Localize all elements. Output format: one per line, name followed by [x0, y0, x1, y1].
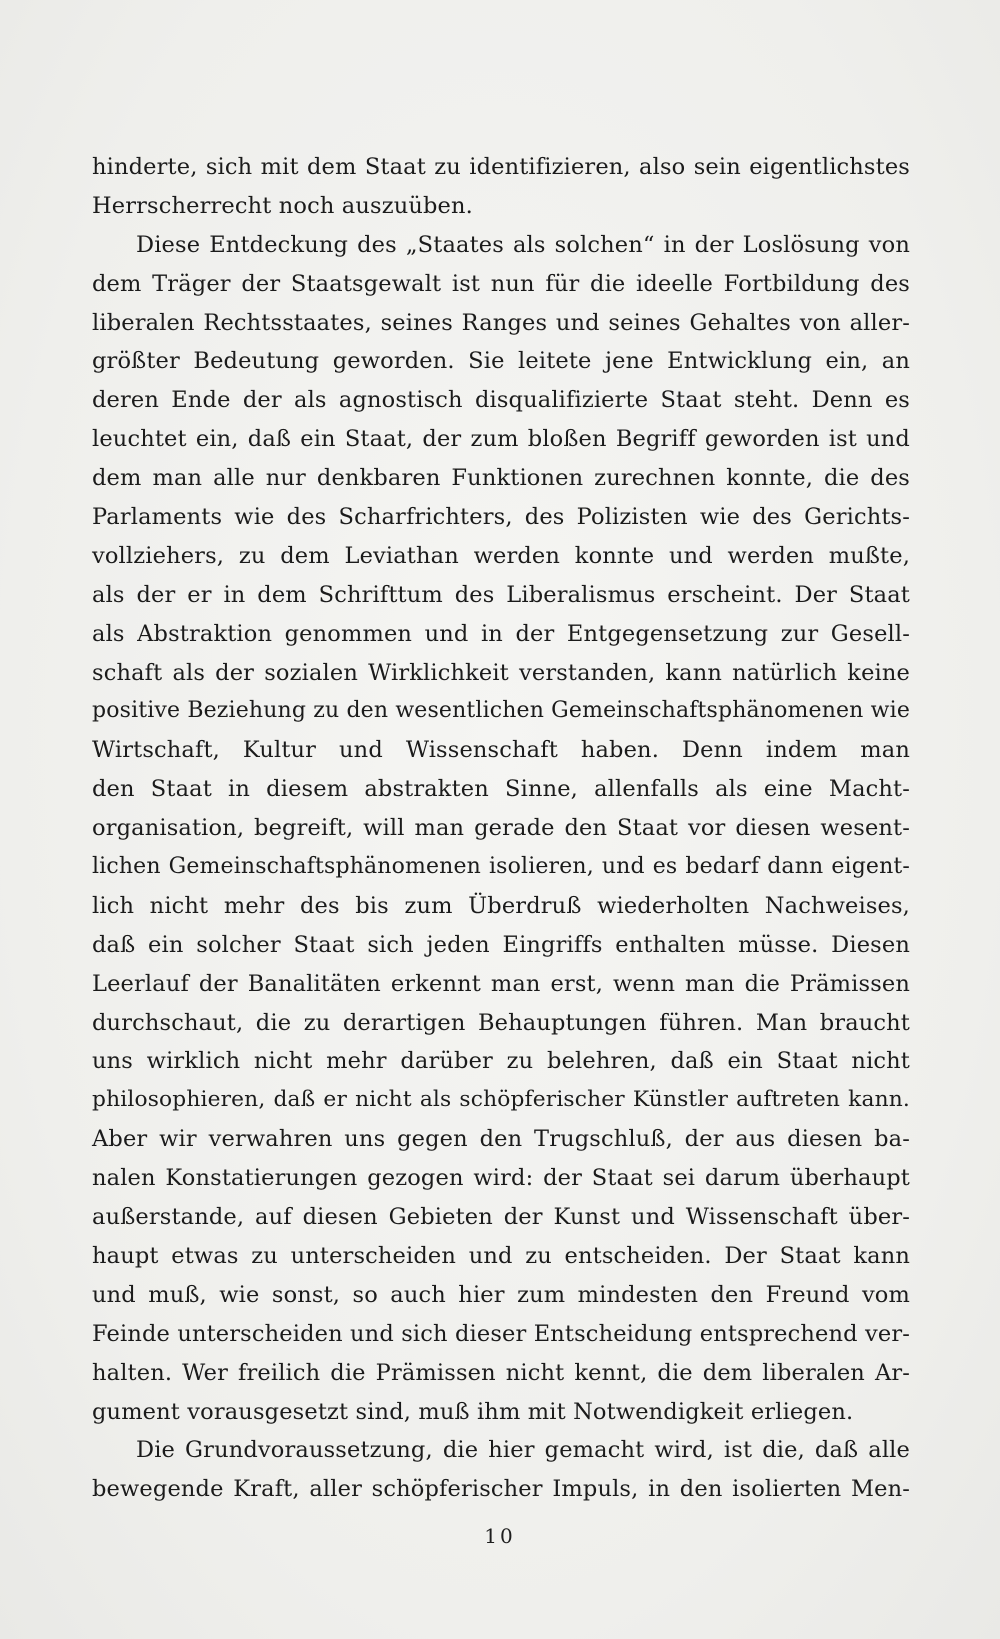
text-line: liberalen Rechtsstaates, seines Ranges und seines Gehaltes von aller- — [92, 309, 910, 336]
page-number: 10 — [484, 1524, 516, 1548]
text-line: uns wirklich nicht mehr darüber zu belehren, daß ein Staat nicht — [92, 1048, 910, 1075]
text-line: organisation, begreift, will man gerade den Staat vor diesen wesent- — [92, 815, 910, 842]
text-line: Die Grundvoraussetzung, die hier gemacht wird, ist die, daß alle — [136, 1437, 910, 1464]
text-line: Parlaments wie des Scharfrichters, des Polizisten wie des Gerichts- — [92, 504, 910, 531]
text-line: und muß, wie sonst, so auch hier zum mindesten den Freund vom — [92, 1281, 910, 1308]
text-line: außerstande, auf diesen Gebieten der Kunst und Wissenschaft über- — [92, 1204, 910, 1231]
text-line: größter Bedeutung geworden. Sie leitete jene Entwicklung ein, an — [92, 348, 910, 375]
text-line: halten. Wer freilich die Prämissen nicht kennt, die dem liberalen Ar- — [92, 1359, 910, 1386]
text-line: vollziehers, zu dem Leviathan werden konnte und werden mußte, — [92, 542, 910, 569]
text-line: Herrscherrecht noch auszuüben. — [92, 192, 473, 219]
text-line: Leerlauf der Banalitäten erkennt man erst, wenn man die Prämissen — [92, 970, 910, 997]
text-line: Diese Entdeckung des „Staates als solchen“ in der Loslösung von — [136, 231, 910, 258]
text-line: den Staat in diesem abstrakten Sinne, allenfalls als eine Macht- — [92, 776, 910, 803]
text-line: lich nicht mehr des bis zum Überdruß wiederholten Nachweises, — [92, 892, 910, 919]
text-line: dem Träger der Staatsgewalt ist nun für die ideelle Fortbildung des — [92, 270, 910, 297]
text-line: als Abstraktion genommen und in der Entgegensetzung zur Gesell- — [92, 620, 910, 647]
text-line: Feinde unterscheiden und sich dieser Entscheidung entsprechend ver- — [92, 1320, 910, 1347]
text-line: schaft als der sozialen Wirklichkeit verstanden, kann natürlich keine — [92, 659, 910, 686]
text-line: hinderte, sich mit dem Staat zu identifizieren, also sein eigentlichstes — [92, 154, 910, 180]
text-line: durchschaut, die zu derartigen Behauptungen führen. Man braucht — [92, 1009, 910, 1036]
body-text — [92, 148, 910, 1509]
text-line: Wirtschaft, Kultur und Wissenschaft haben. Denn indem man — [92, 737, 910, 764]
text-line: Aber wir verwahren uns gegen den Trugschluß, der aus diesen ba- — [92, 1126, 910, 1153]
text-line: gument vorausgesetzt sind, muß ihm mit Notwendigkeit erliegen. — [92, 1398, 854, 1425]
text-line: als der er in dem Schrifttum des Liberalismus erscheint. Der Staat — [92, 581, 910, 608]
text-line: philosophieren, daß er nicht als schöpferischer Künstler auftreten kann. — [92, 1087, 910, 1113]
text-line: nalen Konstatierungen gezogen wird: der Staat sei darum überhaupt — [92, 1165, 910, 1192]
text-line: leuchtet ein, daß ein Staat, der zum bloßen Begriff geworden ist und — [92, 426, 910, 453]
text-line: positive Beziehung zu den wesentlichen Gemeinschaftsphänomenen wie — [92, 698, 910, 724]
text-line: dem man alle nur denkbaren Funktionen zurechnen konnte, die des — [92, 465, 910, 492]
text-line: daß ein solcher Staat sich jeden Eingriffs enthalten müsse. Diesen — [92, 931, 910, 958]
text-line: lichen Gemeinschaftsphänomenen isolieren, und es bedarf dann eigent- — [92, 854, 910, 880]
text-line: bewegende Kraft, aller schöpferischer Impuls, in den isolierten Men- — [92, 1476, 910, 1503]
text-line: deren Ende der als agnostisch disqualifizierte Staat steht. Denn es — [92, 387, 910, 414]
text-line: haupt etwas zu unterscheiden und zu entscheiden. Der Staat kann — [92, 1242, 910, 1269]
